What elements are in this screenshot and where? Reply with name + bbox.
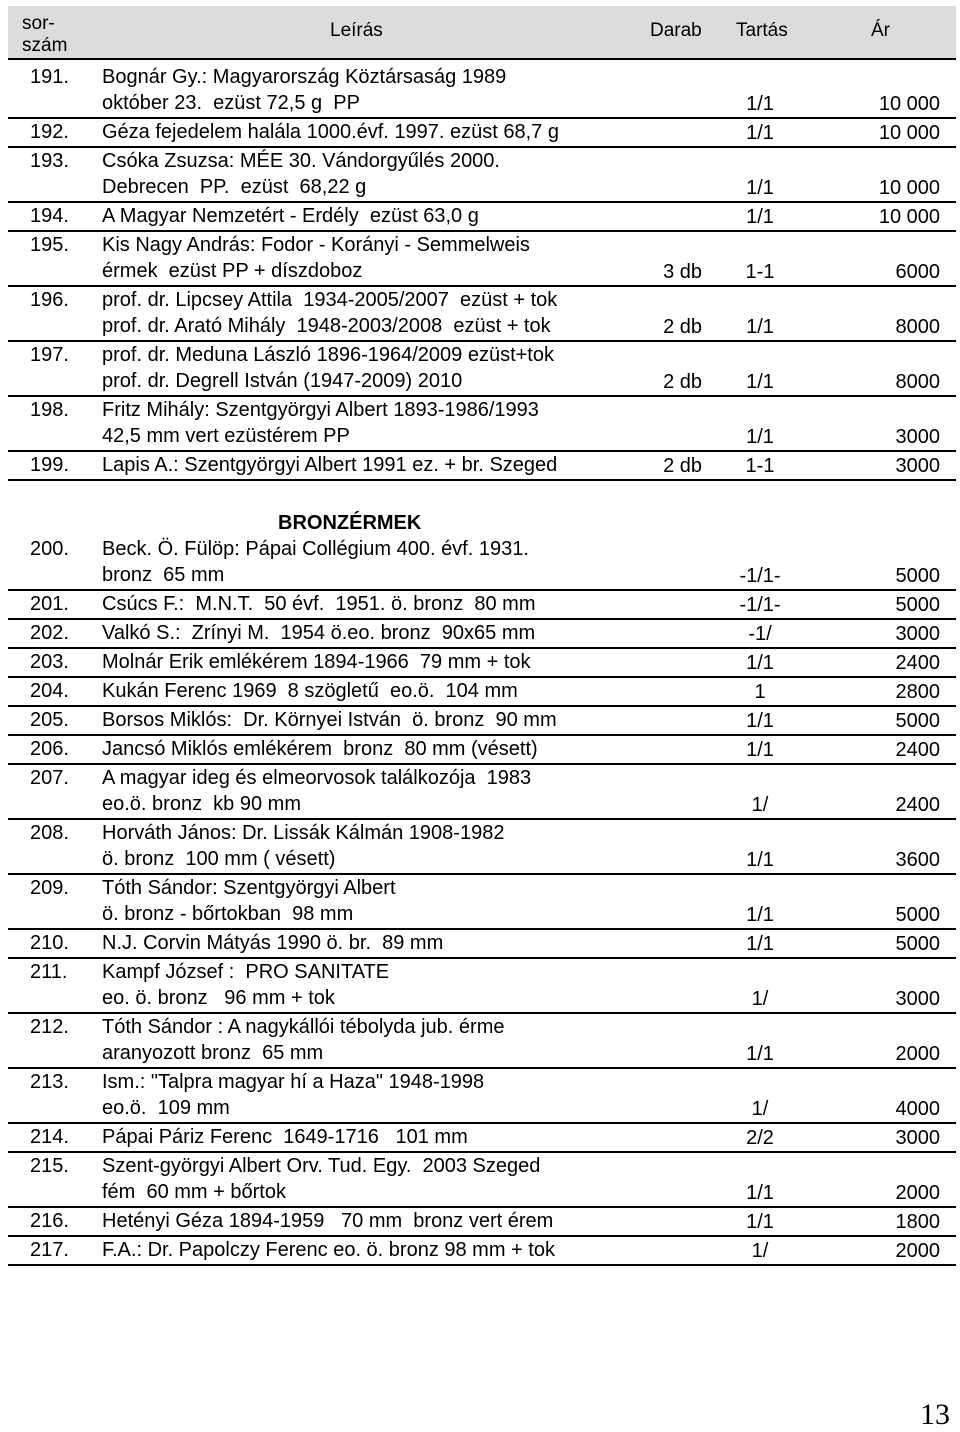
lot-price: 2400 [895,793,940,816]
lot-condition: 1/1 [746,651,774,674]
lot-number: 211. [30,961,68,983]
lot-quantity: 2 db [663,454,702,477]
lot-description: Szent-györgyi Albert Orv. Tud. Egy. 2003 Szeged fém 60 mm + bőrtok [102,1155,541,1204]
header-description: Leírás [330,20,383,41]
lot-condition: 1/1 [746,205,774,228]
lot-condition: 1/1 [746,121,774,144]
table-row [8,1153,956,1208]
lot-description: Borsos Miklós: Dr. Környei István ö. bronz 90 mm [102,709,557,731]
section-heading-row [8,481,956,536]
lot-description: Kis Nagy András: Fodor - Korányi - Semmelweis érmek ezüst PP + díszdoboz [102,234,530,283]
lot-condition: 1/1 [746,738,774,761]
page-number: 13 [920,1398,950,1431]
lot-number: 196. [30,289,69,311]
lot-price: 2000 [895,1042,940,1065]
lot-price: 2000 [895,1181,940,1204]
lot-condition: 1/ [751,1097,769,1120]
table-row [8,959,956,1014]
table-row [8,649,956,678]
table-row [8,1069,956,1124]
lot-condition: -1/ [748,622,772,645]
section-title: BRONZÉRMEK [278,511,422,534]
table-row [8,930,956,959]
lot-condition: -1/1- [739,593,781,616]
lot-condition: 1/1 [746,92,774,115]
lot-condition: 2/2 [746,1126,774,1149]
lot-number: 214. [30,1126,69,1148]
lot-description: Csóka Zsuzsa: MÉE 30. Vándorgyűlés 2000. Debrecen PP. ezüst 68,22 g [102,150,500,199]
lot-price: 5000 [895,709,940,732]
lot-number: 191. [30,66,69,88]
lot-description: A magyar ideg és elmeorvosok találkozója 1983 eo.ö. bronz kb 90 mm [102,767,532,816]
lot-description: Lapis A.: Szentgyörgyi Albert 1991 ez. + br. Szeged [102,454,558,476]
lot-price: 3000 [895,454,940,477]
lot-price: 5000 [895,932,940,955]
lot-price: 5000 [895,593,940,616]
table-row [8,397,956,452]
table-row [8,820,956,875]
lot-description: prof. dr. Lipcsey Attila 1934-2005/2007 ezüst + tok prof. dr. Arató Mihály 1948-2003/2008 ezüst + tok [102,289,558,338]
lot-condition: 1-1 [745,454,775,477]
lot-price: 2800 [895,680,940,703]
lot-price: 2400 [895,738,940,761]
lot-number: 203. [30,651,69,673]
table-row [8,1124,956,1153]
table-row [8,591,956,620]
lot-number: 216. [30,1210,69,1232]
table-row [8,1237,956,1266]
lot-condition: 1/1 [746,903,774,926]
lot-number: 202. [30,622,69,644]
lot-price: 1800 [895,1210,940,1233]
lot-condition: 1/ [751,987,769,1010]
lot-description: Pápai Páriz Ferenc 1649-1716 101 mm [102,1126,468,1148]
lot-description: Tóth Sándor : A nagykállói tébolyda jub. érme aranyozott bronz 65 mm [102,1016,505,1065]
lot-number: 204. [30,680,69,702]
lot-number: 209. [30,877,69,899]
lot-price: 3000 [895,987,940,1010]
table-row [8,119,956,148]
lot-quantity: 2 db [663,370,702,393]
table-row [8,765,956,820]
lot-condition: 1/1 [746,709,774,732]
table-row [8,452,956,481]
lot-price: 2400 [895,651,940,674]
table-row [8,707,956,736]
lot-price: 8000 [895,315,940,338]
table-row [8,64,956,119]
lot-description: A Magyar Nemzetért - Erdély ezüst 63,0 g [102,205,479,227]
lot-price: 3600 [895,848,940,871]
lot-description: Beck. Ö. Fülöp: Pápai Collégium 400. évf. 1931. bronz 65 mm [102,538,529,587]
lot-number: 197. [30,344,69,366]
lot-number: 195. [30,234,69,256]
table-row [8,536,956,591]
table-row [8,203,956,232]
lot-condition: 1/1 [746,315,774,338]
lot-number: 194. [30,205,69,227]
lot-description: Horváth János: Dr. Lissák Kálmán 1908-1982 ö. bronz 100 mm ( vésett) [102,822,505,871]
lot-condition: 1-1 [745,260,775,283]
lot-number: 208. [30,822,69,844]
lot-price: 2000 [895,1239,940,1262]
lot-number: 212. [30,1016,69,1038]
lot-price: 6000 [895,260,940,283]
lot-number: 206. [30,738,69,760]
lot-condition: -1/1- [739,564,781,587]
lot-price: 5000 [895,564,940,587]
table-row [8,1208,956,1237]
lot-price: 10 000 [878,92,940,115]
header-quantity: Darab [650,20,702,41]
table-row [8,678,956,707]
lot-description: Fritz Mihály: Szentgyörgyi Albert 1893-1986/1993 42,5 mm vert ezüstérem PP [102,399,539,448]
lot-number: 200. [30,538,69,560]
lot-price: 4000 [895,1097,940,1120]
lot-description: Tóth Sándor: Szentgyörgyi Albert ö. bronz - bőrtokban 98 mm [102,877,396,926]
lot-quantity: 3 db [663,260,702,283]
lot-condition: 1/1 [746,370,774,393]
table-row [8,148,956,203]
header-condition: Tartás [736,20,788,41]
lot-number: 199. [30,454,69,476]
lot-number: 192. [30,121,69,143]
lot-number: 217. [30,1239,69,1261]
table-row [8,736,956,765]
lot-description: N.J. Corvin Mátyás 1990 ö. br. 89 mm [102,932,444,954]
lot-number: 215. [30,1155,69,1177]
lot-condition: 1/1 [746,932,774,955]
lot-price: 8000 [895,370,940,393]
lot-description: Kampf József : PRO SANITATE eo. ö. bronz 96 mm + tok [102,961,390,1010]
lot-number: 198. [30,399,69,421]
lot-number: 205. [30,709,69,731]
lot-price: 5000 [895,903,940,926]
lot-condition: 1/1 [746,1181,774,1204]
lot-description: Csúcs F.: M.N.T. 50 évf. 1951. ö. bronz 80 mm [102,593,536,615]
table-row [8,342,956,397]
lot-price: 10 000 [878,121,940,144]
lot-price: 10 000 [878,176,940,199]
lot-description: prof. dr. Meduna László 1896-1964/2009 ezüst+tok prof. dr. Degrell István (1947-2009) 2010 [102,344,554,393]
table-row [8,620,956,649]
lot-price: 3000 [895,622,940,645]
lot-condition: 1/1 [746,1042,774,1065]
lot-description: Hetényi Géza 1894-1959 70 mm bronz vert érem [102,1210,554,1232]
table-row [8,287,956,342]
lot-condition: 1/1 [746,1210,774,1233]
lot-number: 207. [30,767,69,789]
lot-condition: 1/1 [746,425,774,448]
lot-description: Molnár Erik emlékérem 1894-1966 79 mm + tok [102,651,531,673]
table-row [8,1014,956,1069]
table-header [8,6,956,60]
lot-condition: 1/ [751,1239,769,1262]
lot-condition: 1/ [751,793,769,816]
lot-price: 3000 [895,425,940,448]
lot-number: 201. [30,593,69,615]
lot-description: F.A.: Dr. Papolczy Ferenc eo. ö. bronz 98 mm + tok [102,1239,555,1261]
lot-number: 210. [30,932,69,954]
lot-description: Kukán Ferenc 1969 8 szögletű eo.ö. 104 mm [102,680,518,702]
lot-number: 193. [30,150,69,172]
lot-price: 3000 [895,1126,940,1149]
lot-description: Valkó S.: Zrínyi M. 1954 ö.eo. bronz 90x65 mm [102,622,536,644]
table-row [8,232,956,287]
header-price: Ár [871,20,890,41]
header-number: sor- szám [22,13,68,56]
lot-description: Jancsó Miklós emlékérem bronz 80 mm (vésett) [102,738,538,760]
lot-description: Ism.: "Talpra magyar hí a Haza" 1948-1998 eo.ö. 109 mm [102,1071,485,1120]
lot-condition: 1 [754,680,766,703]
lot-condition: 1/1 [746,848,774,871]
lot-description: Géza fejedelem halála 1000.évf. 1997. ezüst 68,7 g [102,121,559,143]
lot-number: 213. [30,1071,69,1093]
lot-price: 10 000 [878,205,940,228]
table-row [8,875,956,930]
lot-condition: 1/1 [746,176,774,199]
lot-table [8,64,956,1266]
lot-quantity: 2 db [663,315,702,338]
lot-description: Bognár Gy.: Magyarország Köztársaság 1989 október 23. ezüst 72,5 g PP [102,66,507,115]
